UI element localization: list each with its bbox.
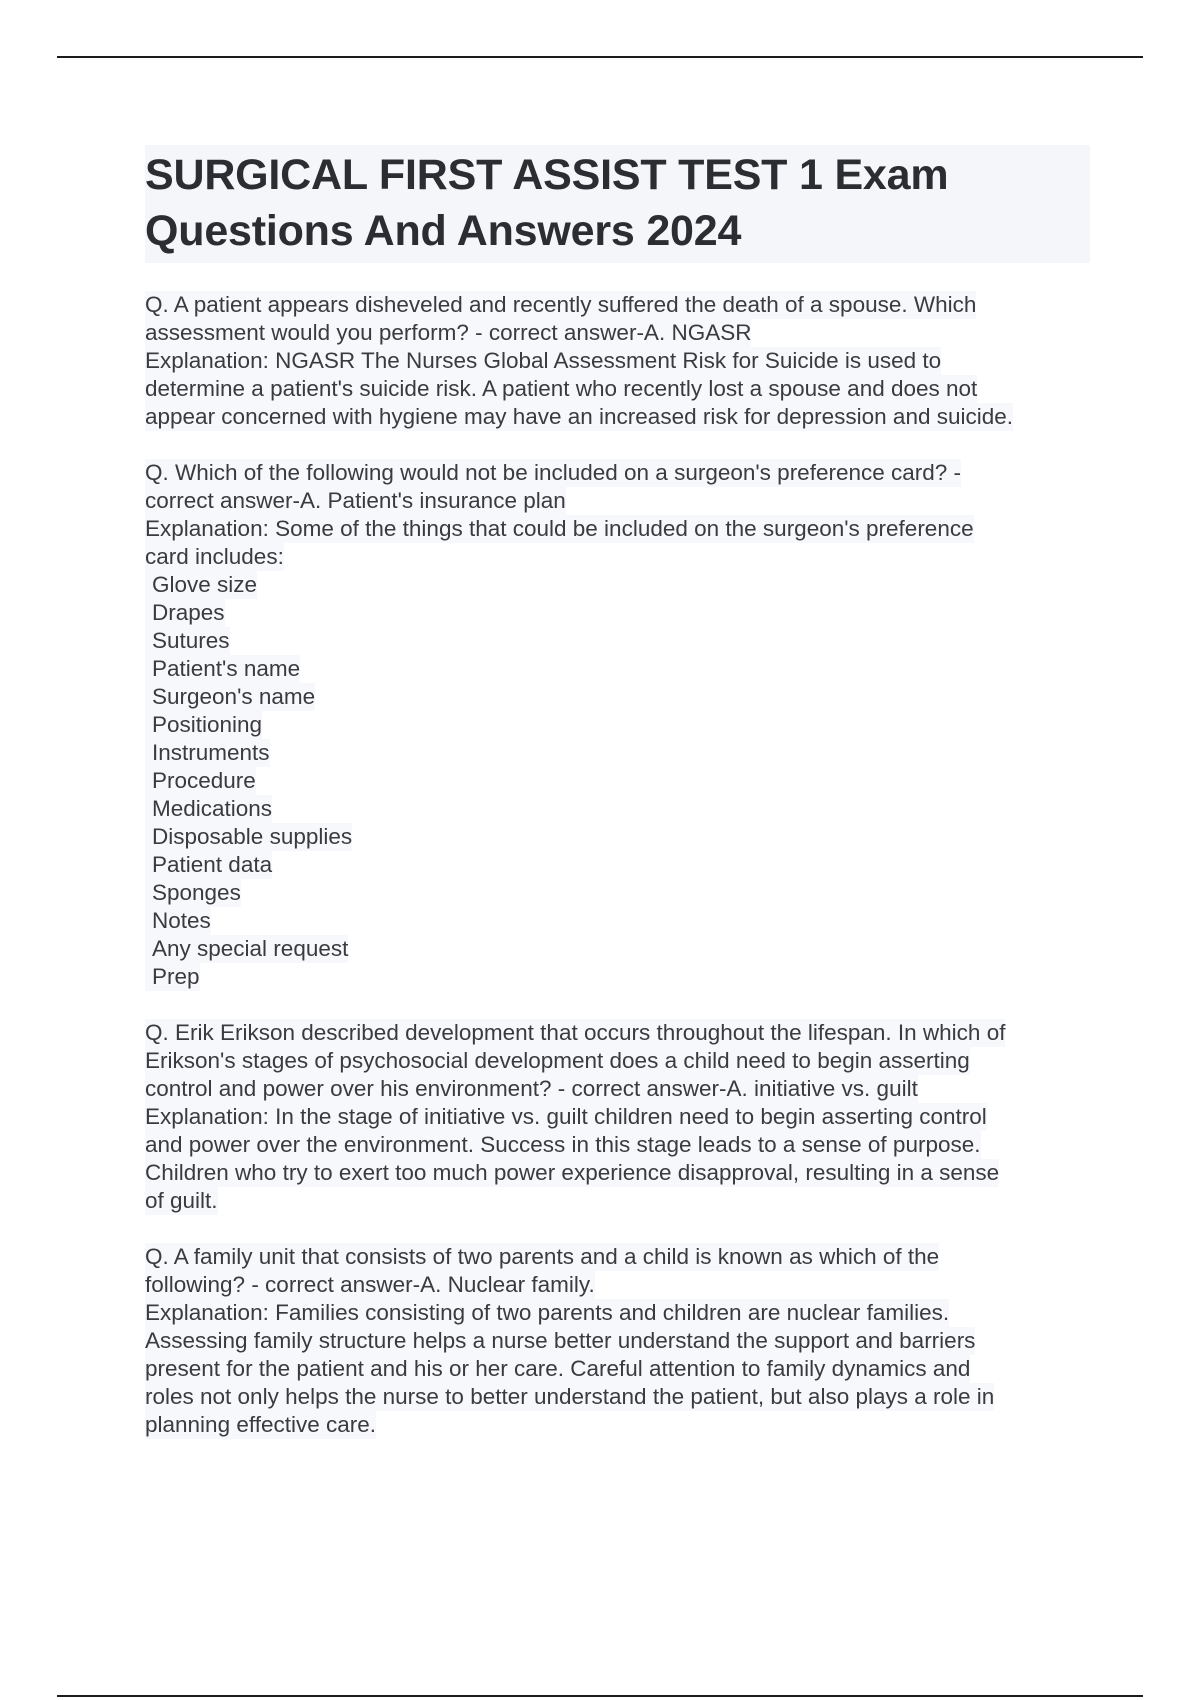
qa-item [145, 291, 1090, 431]
document-title [145, 145, 1090, 263]
list-item: Any special request [145, 935, 348, 963]
qa-text-line: Q. A family unit that consists of two parents and a child is known as which of the [145, 1244, 940, 1269]
qa-text-line: correct answer-A. Patient's insurance plan [145, 488, 566, 513]
list-item: Sponges [145, 879, 241, 907]
list-item: Disposable supplies [145, 823, 352, 851]
document-body [145, 145, 1090, 1467]
qa-text-line: Q. A patient appears disheveled and recently suffered the death of a spouse. Which [145, 292, 977, 317]
qa-text-line: Explanation: NGASR The Nurses Global Assessment Risk for Suicide is used to [145, 348, 942, 373]
qa-text-line: Children who try to exert too much power experience disapproval, resulting in a sense [145, 1160, 1000, 1185]
qa-item [145, 1019, 1090, 1215]
list-item: Medications [145, 795, 272, 823]
qa-text-line: Explanation: In the stage of initiative vs. guilt children need to begin asserting control [145, 1104, 987, 1129]
list-item: Patient's name [145, 655, 300, 683]
qa-text-line: present for the patient and his or her care. Careful attention to family dynamics and [145, 1356, 971, 1381]
list-item: Patient data [145, 851, 272, 879]
title-line: Questions And Answers 2024 [145, 207, 742, 255]
qa-text-line: Assessing family structure helps a nurse better understand the support and barriers [145, 1328, 976, 1353]
qa-text-line: Q. Erik Erikson described development that occurs throughout the lifespan. In which of [145, 1020, 1006, 1045]
qa-text-line: planning effective care. [145, 1412, 376, 1437]
qa-item [145, 1243, 1090, 1439]
qa-text-line: determine a patient's suicide risk. A patient who recently lost a spouse and does not [145, 376, 978, 401]
qa-text-line: of guilt. [145, 1188, 218, 1213]
preference-card-list [145, 571, 1090, 991]
list-item: Notes [145, 907, 211, 935]
qa-text-line: following? - correct answer-A. Nuclear family. [145, 1272, 595, 1297]
list-item: Procedure [145, 767, 256, 795]
list-item: Prep [145, 963, 200, 991]
qa-text-line: Erikson's stages of psychosocial development does a child need to begin asserting [145, 1048, 970, 1073]
qa-text-line: card includes: [145, 544, 284, 569]
list-item: Sutures [145, 627, 230, 655]
list-item: Glove size [145, 571, 257, 599]
top-rule [57, 56, 1143, 58]
list-item: Positioning [145, 711, 262, 739]
qa-text-line: Explanation: Families consisting of two parents and children are nuclear families. [145, 1300, 950, 1325]
list-item: Drapes [145, 599, 225, 627]
qa-text-line: Explanation: Some of the things that could be included on the surgeon's preference [145, 516, 974, 541]
qa-text-line: appear concerned with hygiene may have an increased risk for depression and suicide. [145, 404, 1014, 429]
list-item: Surgeon's name [145, 683, 315, 711]
qa-text-line: and power over the environment. Success in this stage leads to a sense of purpose. [145, 1132, 981, 1157]
list-item: Instruments [145, 739, 270, 767]
qa-item [145, 459, 1090, 991]
qa-list [145, 291, 1090, 1439]
qa-text-line: control and power over his environment? - correct answer-A. initiative vs. guilt [145, 1076, 918, 1101]
qa-text-line: assessment would you perform? - correct answer-A. NGASR [145, 320, 752, 345]
bottom-rule [57, 1695, 1143, 1697]
qa-text-line: roles not only helps the nurse to better understand the patient, but also plays a role in [145, 1384, 995, 1409]
qa-text-line: Q. Which of the following would not be included on a surgeon's preference card? - [145, 460, 962, 485]
title-line: SURGICAL FIRST ASSIST TEST 1 Exam [145, 151, 949, 199]
